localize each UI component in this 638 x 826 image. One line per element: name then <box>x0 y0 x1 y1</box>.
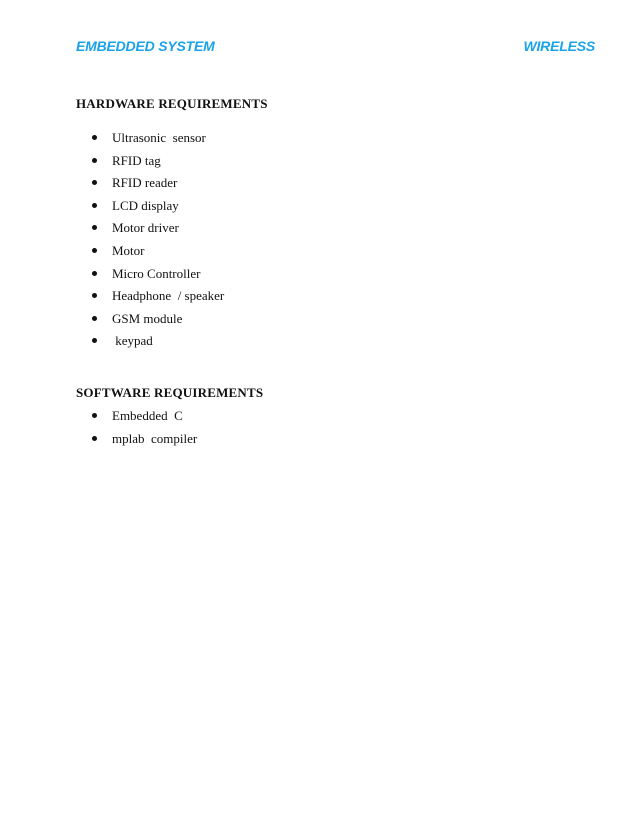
list-item-text: RFID reader <box>112 175 178 191</box>
header-right-title: WIRELESS <box>523 38 595 54</box>
list-item-text: keypad <box>112 333 153 349</box>
bullet-icon <box>92 180 97 185</box>
bullet-icon <box>92 271 97 276</box>
bullet-icon <box>92 135 97 140</box>
list-item-text: LCD display <box>112 197 179 213</box>
list-item-text: RFID tag <box>112 152 161 168</box>
bullet-icon <box>92 338 97 343</box>
bullet-icon <box>92 436 97 441</box>
hardware-requirements-heading: HARDWARE REQUIREMENTS <box>76 96 268 111</box>
list-item-text: Headphone / speaker <box>112 288 225 304</box>
list-item-text: Motor driver <box>112 220 179 236</box>
list-item-text: GSM module <box>112 310 183 326</box>
bullet-icon <box>92 316 97 321</box>
list-item-text: mplab compiler <box>112 430 198 446</box>
list-item-text: Embedded C <box>112 408 183 423</box>
bullet-icon <box>92 248 97 253</box>
software-requirements-heading: SOFTWARE REQUIREMENTS <box>76 385 264 400</box>
header-left-title: EMBEDDED SYSTEM <box>76 38 215 54</box>
bullet-icon <box>92 413 97 418</box>
bullet-icon <box>92 158 97 163</box>
bullet-icon <box>92 225 97 230</box>
list-item-text: Motor <box>112 242 145 258</box>
list-item-text: Ultrasonic sensor <box>112 130 206 145</box>
bullet-icon <box>92 293 97 298</box>
page-header <box>76 38 595 58</box>
bullet-icon <box>92 203 97 208</box>
list-item-text: Micro Controller <box>112 265 201 281</box>
